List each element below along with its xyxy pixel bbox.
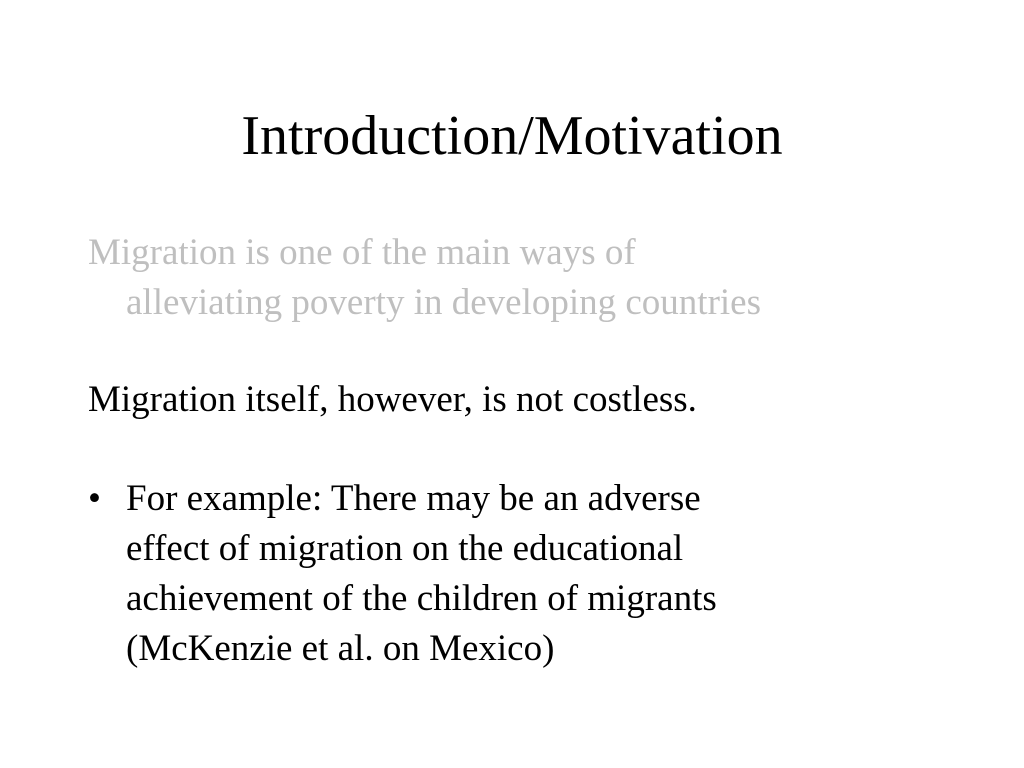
bullet-icon: • (88, 478, 101, 519)
bullet-line-2: effect of migration on the educational (126, 528, 684, 569)
faded-paragraph (88, 228, 948, 328)
faded-paragraph-line-1: Migration is one of the main ways of (88, 232, 636, 273)
faded-paragraph-line-2: alleviating poverty in developing countries (126, 282, 761, 323)
slide-title: Introduction/Motivation (241, 105, 783, 167)
bullet-line-3: achievement of the children of migrants (126, 578, 717, 619)
main-paragraph: Migration itself, however, is not costless. (88, 379, 697, 420)
bullet-line-4: (McKenzie et al. on Mexico) (126, 628, 555, 669)
bullet-item (88, 474, 948, 674)
bullet-text (126, 474, 717, 674)
bullet-line-1: For example: There may be an adverse (126, 478, 701, 519)
